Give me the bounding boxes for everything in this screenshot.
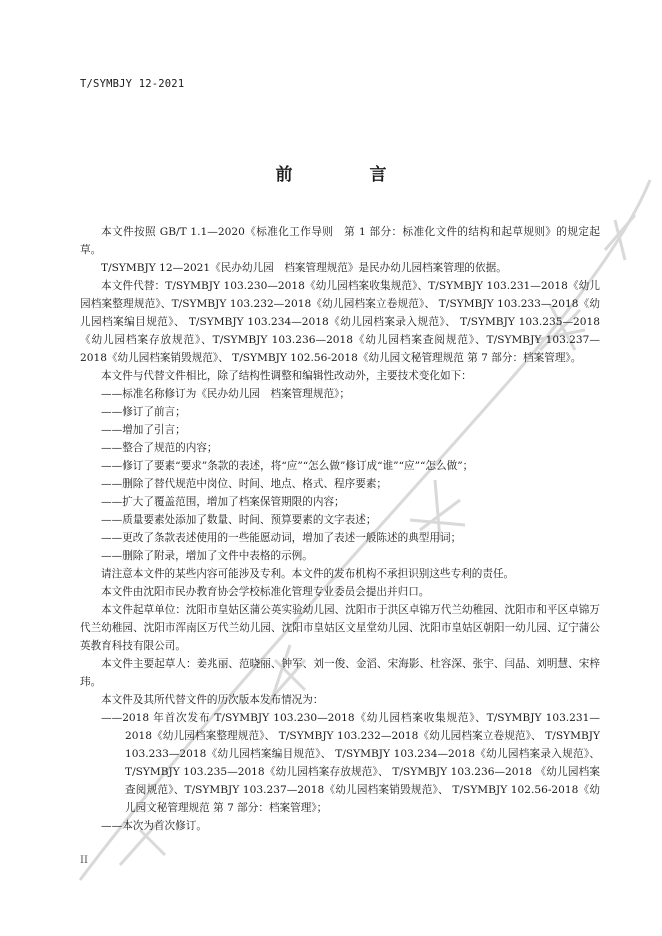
change-item: ——修订了要素“要求”条款的表述，将“应”“怎么做”修订成“谁”“应”“怎么做”； xyxy=(101,460,474,472)
change-item: ——删除了替代规范中岗位、时间、地点、格式、程序要素； xyxy=(101,478,388,490)
change-item: ——扩大了覆盖范围，增加了档案保管期限的内容； xyxy=(101,496,345,508)
history-item: ——2018 年首次发布 T/SYMBJY 103.230—2018《幼儿园档案收集规范》、T/SYMBJY 103.231—2018《幼儿园档案整理规范》、 T/SYMBJY 103.232—2018《幼儿园档案立卷规范》、 T/SYMBJY 103.233—2018《幼儿园档案编目规范》、 T/SYMBJY 103.234—2018《幼儿园档案录入规范》、T/SYMBJY 103.235—2018《幼儿园档案存放规范》、 T/SYMBJY 103.236—2018 《幼儿园档案查阅规范》、T/SYMBJY 103.237—2018《幼儿园档案销毁规范》、 T/SYMBJY 102.56-2018《幼儿园文秘管理规范 第 7 部分：档案管理》； xyxy=(101,712,600,814)
history-intro: 本文件及其所代替文件的历次版本发布情况为： xyxy=(101,694,324,706)
change-item: ——增加了引言； xyxy=(101,424,186,436)
change-item: ——修订了前言； xyxy=(101,406,186,418)
page-number: II xyxy=(80,855,88,866)
patent-notice: 请注意本文件的某些内容可能涉及专利。本文件的发布机构不承担识别这些专利的责任。 xyxy=(101,568,515,580)
paragraph-drafting-rules: 本文件按照 GB/T 1.1—2020《标准化工作导则 第 1 部分：标准化文件的结构和起草规则》的规定起草。 xyxy=(80,226,600,256)
change-item: ——删除了附录，增加了文件中表格的示例。 xyxy=(101,550,313,562)
drafting-units: 本文件起草单位：沈阳市皇姑区蒲公英实验幼儿园、沈阳市于洪区卓锦万代兰幼稚园、沈阳市和平区卓锦万代兰幼稚园、沈阳市浑南区万代兰幼儿园、沈阳市皇姑区文星堂幼儿园、沈阳市皇姑区朝阳一幼儿园、辽宁蒲公英教育科技有限公司。 xyxy=(80,604,600,652)
paragraph-basis: T/SYMBJY 12—2021《民办幼儿园 档案管理规范》是民办幼儿园档案管理的依据。 xyxy=(101,262,507,274)
change-item: ——更改了条款表述使用的一些能愿动词，增加了表述一般陈述的典型用词； xyxy=(101,532,462,544)
paragraph-replaces: 本文件代替：T/SYMBJY 103.230—2018《幼儿园档案收集规范》、T/SYMBJY 103.231—2018《幼儿园档案整理规范》、T/SYMBJY 103.232—2018《幼儿园档案立卷规范》、 T/SYMBJY 103.233—2018《幼儿园档案编目规范》、 T/SYMBJY 103.234—2018《幼儿园档案录入规范》、 T/SYMBJY 103.235—2018《幼儿园档案存放规范》、T/SYMBJY 103.236—2018《幼儿园档案查阅规范》、T/SYMBJY 103.237—2018《幼儿园档案销毁规范》、 T/SYMBJY 102.56-2018《幼儿园文秘管理规范 第 7 部分：档案管理》。 xyxy=(80,280,600,364)
change-item: ——质量要素处添加了数量、时间、预算要素的文字表述； xyxy=(101,514,377,526)
foreword-body xyxy=(80,223,600,835)
history-item: ——本次为首次修订。 xyxy=(101,820,207,832)
drafters: 本文件主要起草人：姜兆丽、范晓丽、钟军、刘一俊、金滔、宋海影、杜容深、张宇、闫晶、刘明慧、宋梓玮。 xyxy=(80,658,600,688)
change-item: ——整合了规范的内容； xyxy=(101,442,218,454)
proposer-statement: 本文件由沈阳市民办教育协会学校标准化管理专业委员会提出并归口。 xyxy=(101,586,430,598)
document-code: T/SYMBJY 12-2021 xyxy=(80,78,185,90)
page-title: 前 言 xyxy=(275,165,417,185)
change-item: ——标准名称修订为《民办幼儿园 档案管理规范》； xyxy=(101,388,350,400)
paragraph-changes-intro: 本文件与代替文件相比，除了结构性调整和编辑性改动外，主要技术变化如下： xyxy=(101,370,472,382)
